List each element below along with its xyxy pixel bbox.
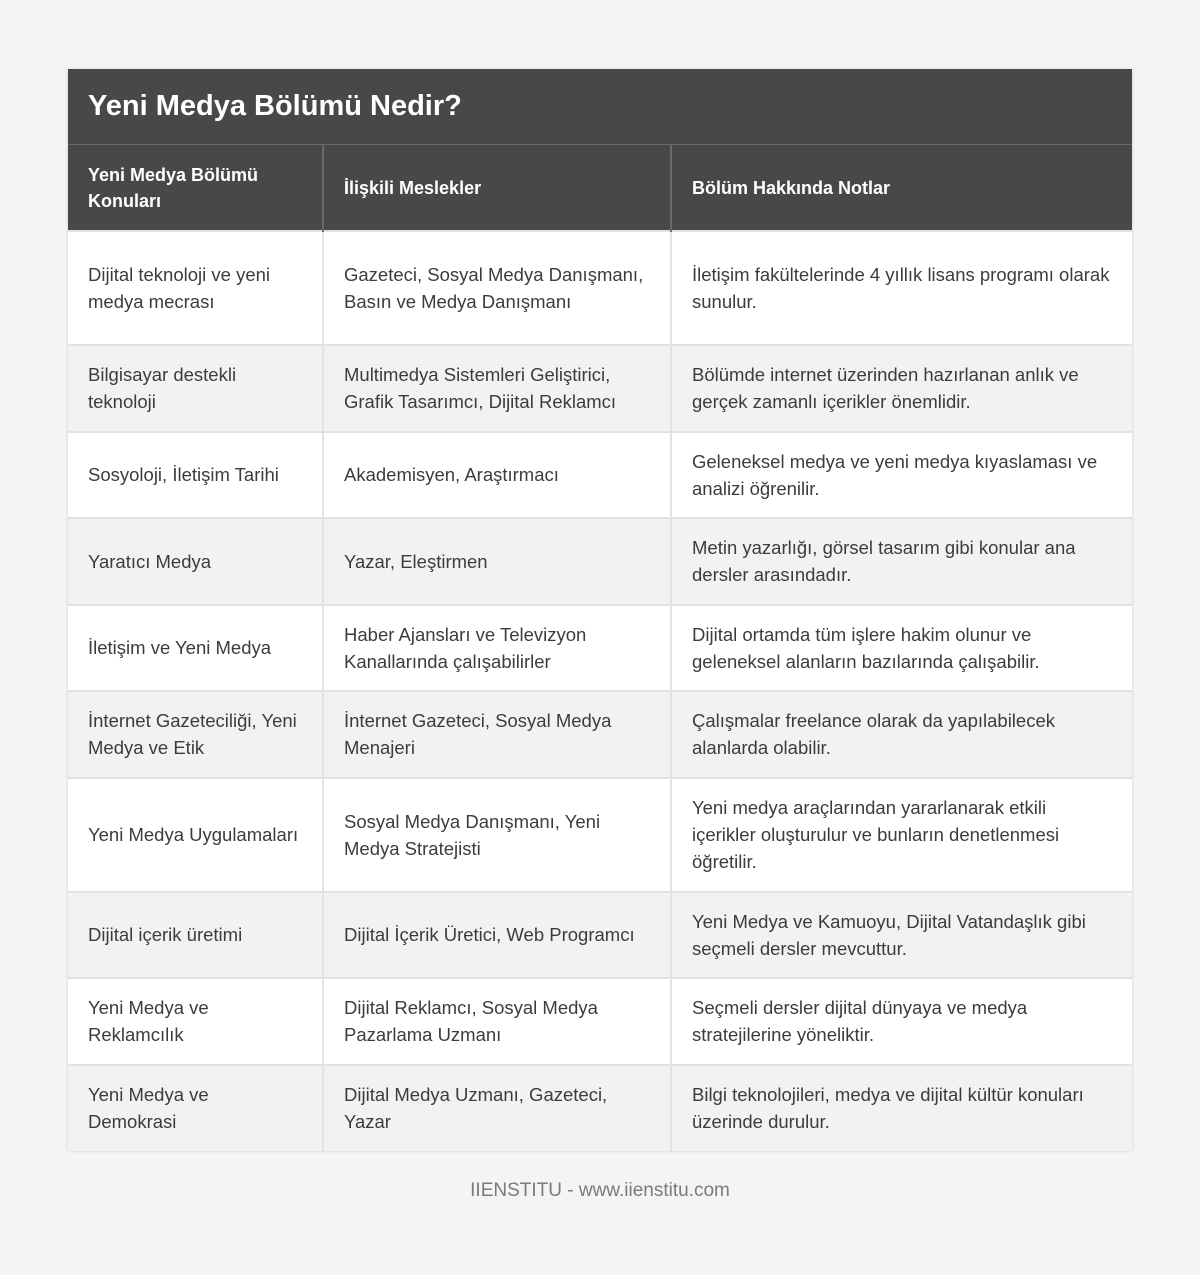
data-table <box>68 145 1132 1151</box>
profession-cell: Multimedya Sistemleri Geliştirici, Grafik Tasarımcı, Dijital Reklamcı <box>323 345 671 432</box>
profession-cell: İnternet Gazeteci, Sosyal Medya Menajeri <box>323 691 671 778</box>
table-row <box>68 432 1132 519</box>
profession-cell: Sosyal Medya Danışmanı, Yeni Medya Stratejisti <box>323 778 671 892</box>
profession-cell: Dijital Reklamcı, Sosyal Medya Pazarlama Uzmanı <box>323 978 671 1065</box>
topic-cell: İnternet Gazeteciliği, Yeni Medya ve Etik <box>68 691 323 778</box>
table-row <box>68 1065 1132 1152</box>
info-card <box>68 69 1132 1151</box>
topic-cell: Sosyoloji, İletişim Tarihi <box>68 432 323 519</box>
topic-cell: Yeni Medya ve Reklamcılık <box>68 978 323 1065</box>
table-row <box>68 691 1132 778</box>
header-row <box>68 145 1132 231</box>
topic-cell: Bilgisayar destekli teknoloji <box>68 345 323 432</box>
table-row <box>68 778 1132 892</box>
note-cell: Dijital ortamda tüm işlere hakim olunur ve geleneksel alanların bazılarında çalışabilir. <box>671 605 1132 692</box>
topic-cell: Dijital içerik üretimi <box>68 892 323 979</box>
profession-cell: Yazar, Eleştirmen <box>323 518 671 605</box>
note-cell: Çalışmalar freelance olarak da yapılabilecek alanlarda olabilir. <box>671 691 1132 778</box>
note-cell: Seçmeli dersler dijital dünyaya ve medya stratejilerine yöneliktir. <box>671 978 1132 1065</box>
table-row <box>68 892 1132 979</box>
table-row <box>68 978 1132 1065</box>
note-cell: Bilgi teknolojileri, medya ve dijital kültür konuları üzerinde durulur. <box>671 1065 1132 1152</box>
profession-cell: Gazeteci, Sosyal Medya Danışmanı, Basın ve Medya Danışmanı <box>323 231 671 345</box>
table-title: Yeni Medya Bölümü Nedir? <box>68 69 1132 145</box>
column-header-professions: İlişkili Meslekler <box>323 145 671 231</box>
note-cell: Yeni Medya ve Kamuoyu, Dijital Vatandaşlık gibi seçmeli dersler mevcuttur. <box>671 892 1132 979</box>
table-row <box>68 345 1132 432</box>
profession-cell: Akademisyen, Araştırmacı <box>323 432 671 519</box>
profession-cell: Haber Ajansları ve Televizyon Kanallarında çalışabilirler <box>323 605 671 692</box>
profession-cell: Dijital İçerik Üretici, Web Programcı <box>323 892 671 979</box>
topic-cell: Yaratıcı Medya <box>68 518 323 605</box>
note-cell: Yeni medya araçlarından yararlanarak etkili içerikler oluşturulur ve bunların denetlenmesi öğretilir. <box>671 778 1132 892</box>
topic-cell: Yeni Medya Uygulamaları <box>68 778 323 892</box>
column-header-notes: Bölüm Hakkında Notlar <box>671 145 1132 231</box>
profession-cell: Dijital Medya Uzmanı, Gazeteci, Yazar <box>323 1065 671 1152</box>
note-cell: Metin yazarlığı, görsel tasarım gibi konular ana dersler arasındadır. <box>671 518 1132 605</box>
topic-cell: Dijital teknoloji ve yeni medya mecrası <box>68 231 323 345</box>
table-row <box>68 518 1132 605</box>
table-row <box>68 605 1132 692</box>
footer-credit: IIENSTITU - www.iienstitu.com <box>470 1180 730 1201</box>
table-row <box>68 231 1132 345</box>
topic-cell: Yeni Medya ve Demokrasi <box>68 1065 323 1152</box>
note-cell: Bölümde internet üzerinden hazırlanan anlık ve gerçek zamanlı içerikler önemlidir. <box>671 345 1132 432</box>
note-cell: Geleneksel medya ve yeni medya kıyaslaması ve analizi öğrenilir. <box>671 432 1132 519</box>
column-header-topics: Yeni Medya Bölümü Konuları <box>68 145 323 231</box>
topic-cell: İletişim ve Yeni Medya <box>68 605 323 692</box>
note-cell: İletişim fakültelerinde 4 yıllık lisans programı olarak sunulur. <box>671 231 1132 345</box>
